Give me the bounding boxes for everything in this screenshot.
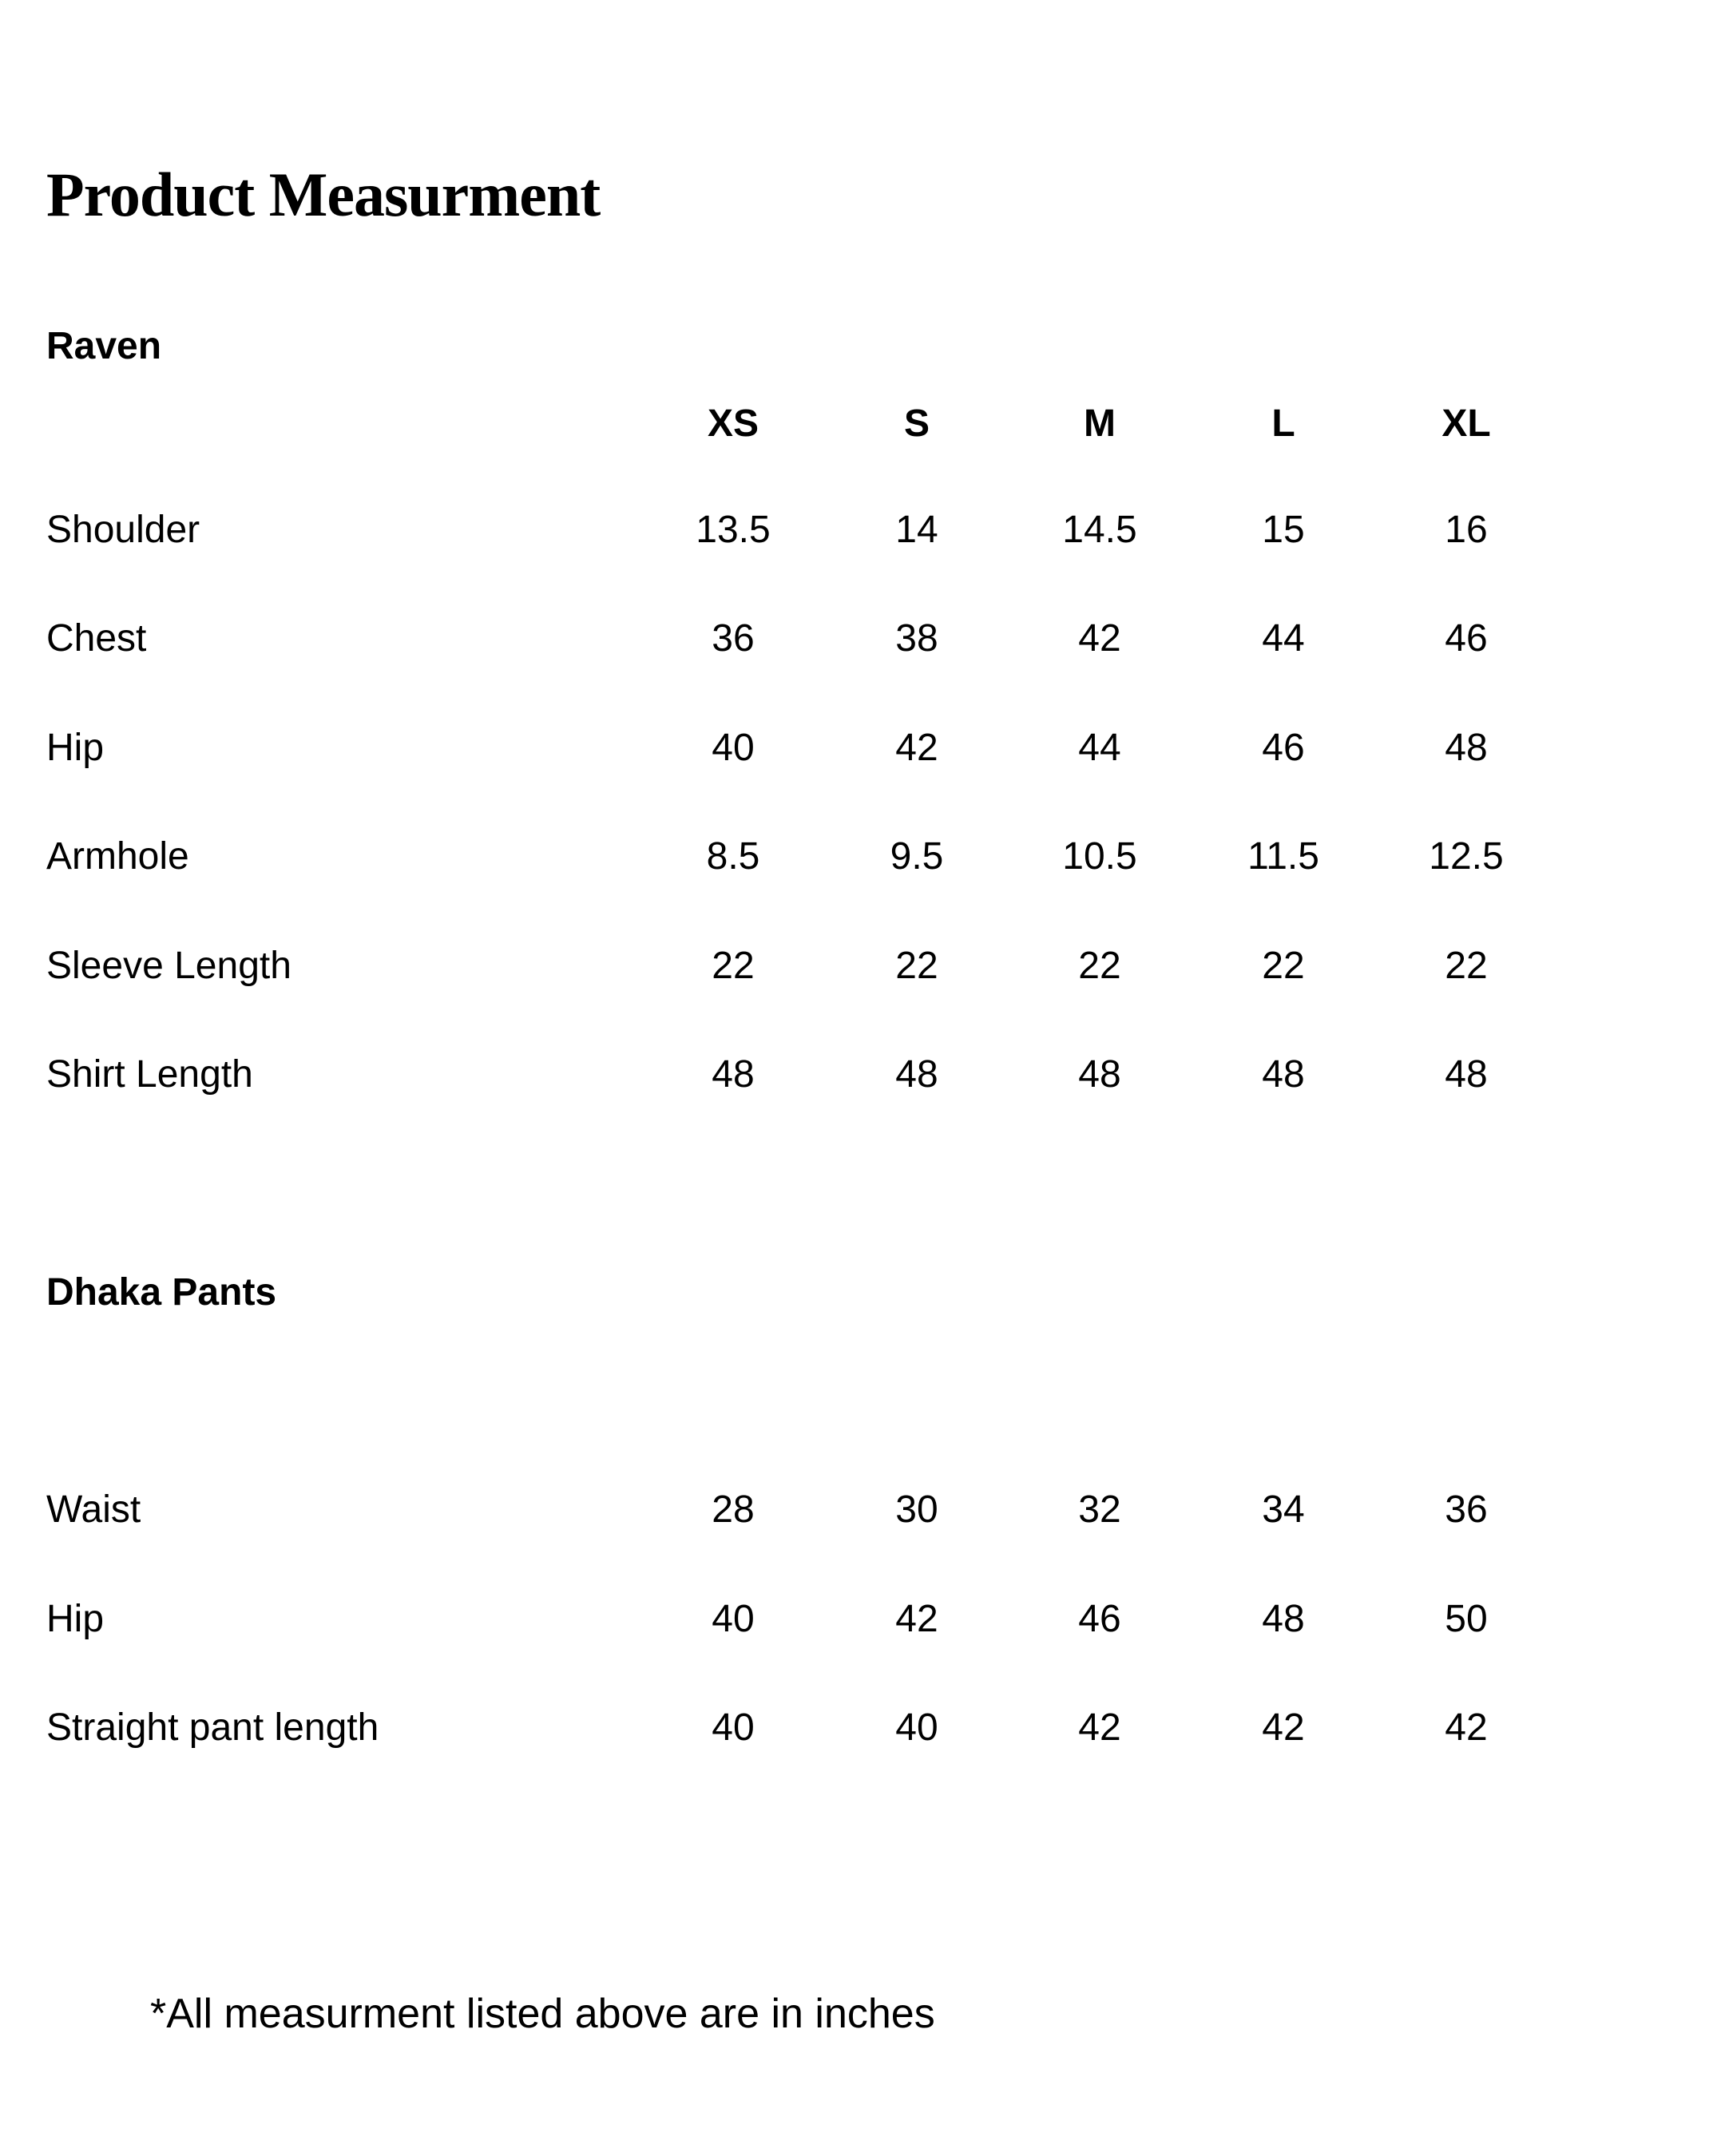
cell-value: 42 [1078, 617, 1121, 660]
cell-value: 46 [1445, 617, 1488, 660]
cell-value: 42 [895, 727, 938, 769]
size-header-m: M [1084, 402, 1116, 445]
size-header-row [0, 400, 1725, 448]
size-header-xl: XL [1441, 402, 1491, 445]
cell-value: 48 [712, 1053, 755, 1096]
row-label: Armhole [46, 835, 189, 878]
section-title-raven: Raven [46, 325, 162, 367]
cell-value: 16 [1445, 509, 1488, 551]
row-label: Sleeve Length [46, 945, 291, 987]
size-header-xs: XS [707, 402, 759, 445]
cell-value: 42 [1262, 1706, 1305, 1749]
cell-value: 11.5 [1247, 835, 1319, 878]
cell-value: 36 [1445, 1488, 1488, 1531]
cell-value: 8.5 [706, 835, 760, 878]
cell-value: 22 [712, 945, 755, 987]
row-label: Shoulder [46, 509, 200, 551]
cell-value: 32 [1078, 1488, 1121, 1531]
table-row-hip [0, 724, 1725, 772]
cell-value: 48 [1262, 1053, 1305, 1096]
cell-value: 40 [712, 1706, 755, 1749]
footnote: *All measurment listed above are in inches [150, 1991, 935, 2037]
table-row-shirt-length [0, 1051, 1725, 1099]
page-title: Product Measurment [46, 160, 601, 229]
cell-value: 48 [1078, 1053, 1121, 1096]
table-row-waist [0, 1486, 1725, 1534]
cell-value: 14 [895, 509, 938, 551]
section-title-dhaka-pants: Dhaka Pants [46, 1271, 277, 1314]
cell-value: 46 [1262, 727, 1305, 769]
cell-value: 22 [1078, 945, 1121, 987]
table-row-armhole [0, 833, 1725, 881]
table-row-sleeve-length [0, 942, 1725, 990]
row-label: Waist [46, 1488, 141, 1531]
cell-value: 46 [1078, 1598, 1121, 1640]
cell-value: 34 [1262, 1488, 1305, 1531]
cell-value: 9.5 [890, 835, 944, 878]
cell-value: 40 [712, 1598, 755, 1640]
cell-value: 36 [712, 617, 755, 660]
cell-value: 14.5 [1062, 509, 1137, 551]
cell-value: 42 [895, 1598, 938, 1640]
cell-value: 40 [712, 727, 755, 769]
cell-value: 30 [895, 1488, 938, 1531]
cell-value: 48 [895, 1053, 938, 1096]
row-label: Straight pant length [46, 1706, 379, 1749]
row-label: Hip [46, 727, 105, 769]
table-row-pants-hip [0, 1595, 1725, 1643]
size-header-s: S [903, 402, 930, 445]
row-label: Chest [46, 617, 147, 660]
table-row-shoulder [0, 506, 1725, 554]
cell-value: 40 [895, 1706, 938, 1749]
cell-value: 48 [1262, 1598, 1305, 1640]
row-label: Shirt Length [46, 1053, 253, 1096]
cell-value: 38 [895, 617, 938, 660]
cell-value: 42 [1078, 1706, 1121, 1749]
cell-value: 44 [1078, 727, 1121, 769]
cell-value: 48 [1445, 1053, 1488, 1096]
cell-value: 42 [1445, 1706, 1488, 1749]
table-row-chest [0, 615, 1725, 663]
cell-value: 15 [1262, 509, 1305, 551]
table-row-straight-pant-length [0, 1704, 1725, 1752]
cell-value: 48 [1445, 727, 1488, 769]
cell-value: 50 [1445, 1598, 1488, 1640]
cell-value: 44 [1262, 617, 1305, 660]
cell-value: 22 [895, 945, 938, 987]
cell-value: 28 [712, 1488, 755, 1531]
cell-value: 22 [1445, 945, 1488, 987]
row-label: Hip [46, 1598, 105, 1640]
size-header-l: L [1271, 402, 1295, 445]
cell-value: 12.5 [1429, 835, 1504, 878]
cell-value: 10.5 [1062, 835, 1137, 878]
cell-value: 22 [1262, 945, 1305, 987]
cell-value: 13.5 [696, 509, 771, 551]
